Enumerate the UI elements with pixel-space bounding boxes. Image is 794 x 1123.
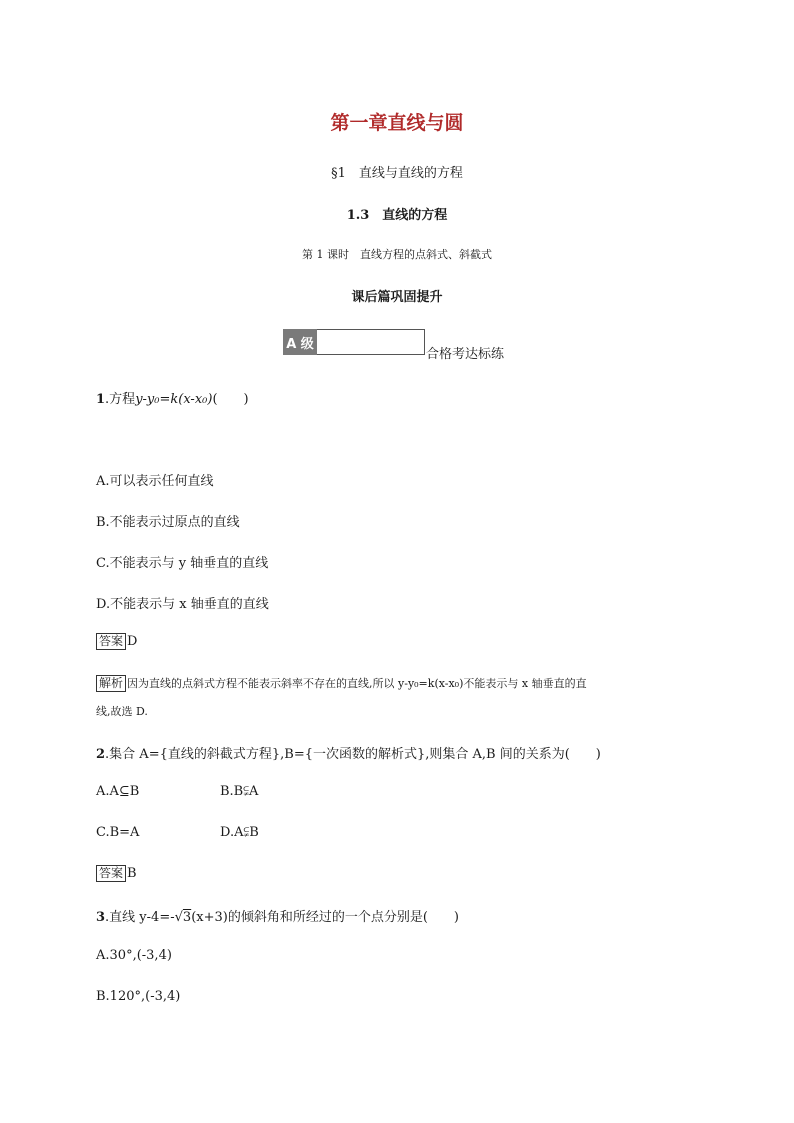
answer-value: D bbox=[127, 634, 138, 649]
level-badge: A 级 bbox=[283, 329, 317, 355]
sqrt-argument: 3 bbox=[182, 910, 192, 925]
analysis-continuation: 线,故选 D. bbox=[96, 705, 148, 718]
analysis-line bbox=[96, 675, 587, 692]
option-d: D.不能表示与 x 轴垂直的直线 bbox=[96, 597, 269, 612]
question-1-stem: 1.方程y-y₀=k(x-x₀)( ) bbox=[96, 392, 249, 407]
answer-line bbox=[96, 865, 137, 882]
question-2-stem: 2.集合 A={直线的斜截式方程},B={一次函数的解析式},则集合 A,B 间的关系为( ) bbox=[96, 747, 601, 762]
option-c: C.不能表示与 y 轴垂直的直线 bbox=[96, 556, 269, 571]
answer-value: B bbox=[127, 866, 137, 881]
sqrt-symbol: √ bbox=[174, 910, 183, 925]
question-number: 2 bbox=[96, 747, 106, 762]
answer-line bbox=[96, 633, 137, 650]
question-number: 1 bbox=[96, 392, 106, 407]
formula: y-y₀=k(x-x₀) bbox=[135, 392, 213, 407]
option-d: D.A⫋B bbox=[220, 825, 259, 840]
option-a: A.可以表示任何直线 bbox=[96, 474, 214, 489]
practice-title: 课后篇巩固提升 bbox=[351, 290, 443, 305]
subsection-title: 1.3 直线的方程 bbox=[346, 208, 448, 223]
option-b: B.B⫋A bbox=[220, 784, 259, 799]
level-label: 合格考达标练 bbox=[426, 347, 505, 362]
chapter-title: 第一章直线与圆 bbox=[330, 112, 464, 134]
lesson-title: 第 1 课时 直线方程的点斜式、斜截式 bbox=[302, 248, 492, 261]
option-b: B.120°,(-3,4) bbox=[96, 989, 181, 1004]
analysis-tag: 解析 bbox=[96, 675, 126, 692]
section-title: §1 直线与直线的方程 bbox=[331, 166, 463, 181]
answer-tag: 答案 bbox=[96, 865, 126, 882]
question-3-stem: 3.直线 y-4=-√3(x+3)的倾斜角和所经过的一个点分别是( ) bbox=[96, 910, 459, 925]
level-box bbox=[317, 329, 425, 355]
question-number: 3 bbox=[96, 910, 106, 925]
option-b: B.不能表示过原点的直线 bbox=[96, 515, 240, 530]
answer-tag: 答案 bbox=[96, 633, 126, 650]
option-a: A.30°,(-3,4) bbox=[96, 948, 172, 963]
option-a: A.A⊆B bbox=[96, 784, 140, 799]
option-c: C.B=A bbox=[96, 825, 140, 840]
analysis-text: 因为直线的点斜式方程不能表示斜率不存在的直线,所以 y-y₀=k(x-x₀)不能表示与 x 轴垂直的直 bbox=[127, 677, 587, 690]
